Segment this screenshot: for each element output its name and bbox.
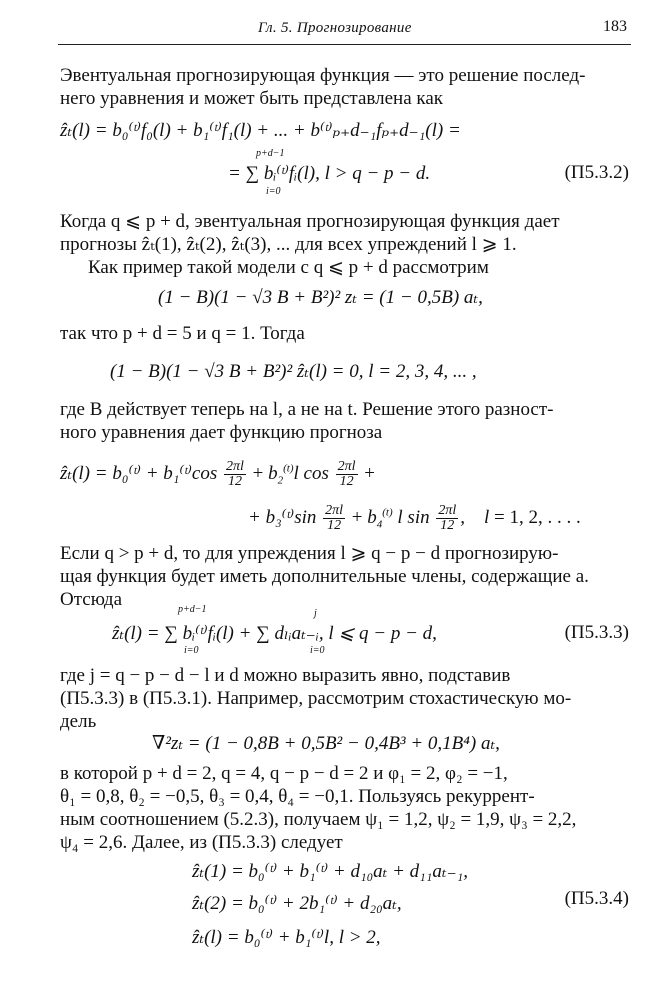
text-line: щая функция будет иметь дополнительные члены, содержащие a. (60, 566, 589, 587)
text-line: дель (60, 711, 97, 732)
equation-5-3-3: ẑₜ(l) = ∑ bᵢ⁽ᵗ⁾fᵢ(l) + ∑ dₗᵢaₜ₋ᵢ, l ⩽ q − p − d, (112, 623, 437, 644)
equation-number: (П5.3.4) (564, 888, 629, 909)
text-line: ным соотношением (5.2.3), получаем ψ₁ = 1,2, ψ₂ = 1,9, ψ₃ = 2,2, (60, 809, 577, 830)
text-line: ψ₄ = 2,6. Далее, из (П5.3.3) следует (60, 832, 343, 853)
equation-5-3-4-line1: ẑₜ(1) = b₀⁽ᵗ⁾ + b₁⁽ᵗ⁾ + d₁₀aₜ + d₁₁aₜ₋₁, (192, 861, 468, 882)
text-line: где B действует теперь на l, а не на t. Решение этого разност- (60, 399, 554, 420)
text-line: Когда q ⩽ p + d, эвентуальная прогнозирующая функция дает (60, 211, 560, 232)
equation-model: (1 − B)(1 − √3 B + B²)² zₜ = (1 − 0,5B) aₜ, (158, 287, 483, 308)
sum-lower-limit: i=0 (184, 645, 199, 656)
equation-5-3-2-line2: = ∑ bᵢ⁽ᵗ⁾fᵢ(l), l > q − p − d. (228, 163, 431, 184)
text-line: прогнозы ẑₜ(1), ẑₜ(2), ẑₜ(3), ... для всех упреждений l ⩾ 1. (60, 234, 517, 255)
text-line: в которой p + d = 2, q = 4, q − p − d = 2 и φ₁ = 2, φ₂ = −1, (60, 763, 508, 784)
text-line: θ₁ = 0,8, θ₂ = −0,5, θ₃ = 0,4, θ₄ = −0,1. Пользуясь рекуррент- (60, 786, 535, 807)
equation-forecast-diff: (1 − B)(1 − √3 B + B²)² ẑₜ(l) = 0, l = 2, 3, 4, ... , (110, 361, 477, 382)
equation-trig-line1: ẑₜ(l) = b₀⁽ᵗ⁾ + b₁⁽ᵗ⁾cos $\frac{2\pi l}{12}$ + $b_2^{(t)}l$ cos $\frac{2\pi l}{12}$ + (60, 459, 375, 489)
text-line: ного уравнения дает функцию прогноза (60, 422, 383, 443)
text-line: Как пример такой модели с q ⩽ p + d рассмотрим (88, 257, 489, 278)
text-line: так что p + d = 5 и q = 1. Тогда (60, 323, 305, 344)
chapter-title: Гл. 5. Прогнозирование (258, 20, 412, 36)
text-line: Отсюда (60, 589, 123, 610)
equation-5-3-2-line1: ẑₜ(l) = b₀⁽ᵗ⁾f₀(l) + b₁⁽ᵗ⁾f₁(l) + ... + b⁽ᵗ⁾ₚ₊d₋₁fₚ₊d₋₁(l) = (60, 120, 461, 141)
sum-upper-limit: j (314, 608, 317, 619)
equation-number: (П5.3.3) (564, 622, 629, 643)
text-line: Если q > p + d, то для упреждения l ⩾ q − p − d прогнозирую- (60, 543, 559, 564)
equation-5-3-4-line3: ẑₜ(l) = b₀⁽ᵗ⁾ + b₁⁽ᵗ⁾l, l > 2, (192, 927, 381, 948)
sum-upper-limit: p+d−1 (178, 604, 207, 615)
equation-trig-line2: + b₃⁽ᵗ⁾sin $\frac{2\pi l}{12}$ + $b_4^{(t)}$ l sin $\frac{2\pi l}{12}$ , l = 1, 2, . . . . (248, 503, 581, 533)
equation-5-3-4-line2: ẑₜ(2) = b₀⁽ᵗ⁾ + 2b₁⁽ᵗ⁾ + d₂₀aₜ, (192, 893, 402, 914)
running-header (58, 18, 631, 45)
sum-lower-limit: i=0 (310, 645, 325, 656)
equation-stochastic-model: ∇²zₜ = (1 − 0,8B + 0,5B² − 0,4B³ + 0,1B⁴) aₜ, (152, 733, 500, 754)
text-line: (П5.3.3) в (П5.3.1). Например, рассмотрим стохастическую мо- (60, 688, 572, 709)
equation-number: (П5.3.2) (564, 162, 629, 183)
sum-upper-limit: p+d−1 (256, 148, 285, 159)
sum-lower-limit: i=0 (266, 186, 281, 197)
page-number: 183 (603, 18, 627, 35)
text-line: Эвентуальная прогнозирующая функция — это решение послед- (60, 65, 586, 86)
text-line: где j = q − p − d − l и d можно выразить явно, подставив (60, 665, 511, 686)
text-line: него уравнения и может быть представлена как (60, 88, 443, 109)
